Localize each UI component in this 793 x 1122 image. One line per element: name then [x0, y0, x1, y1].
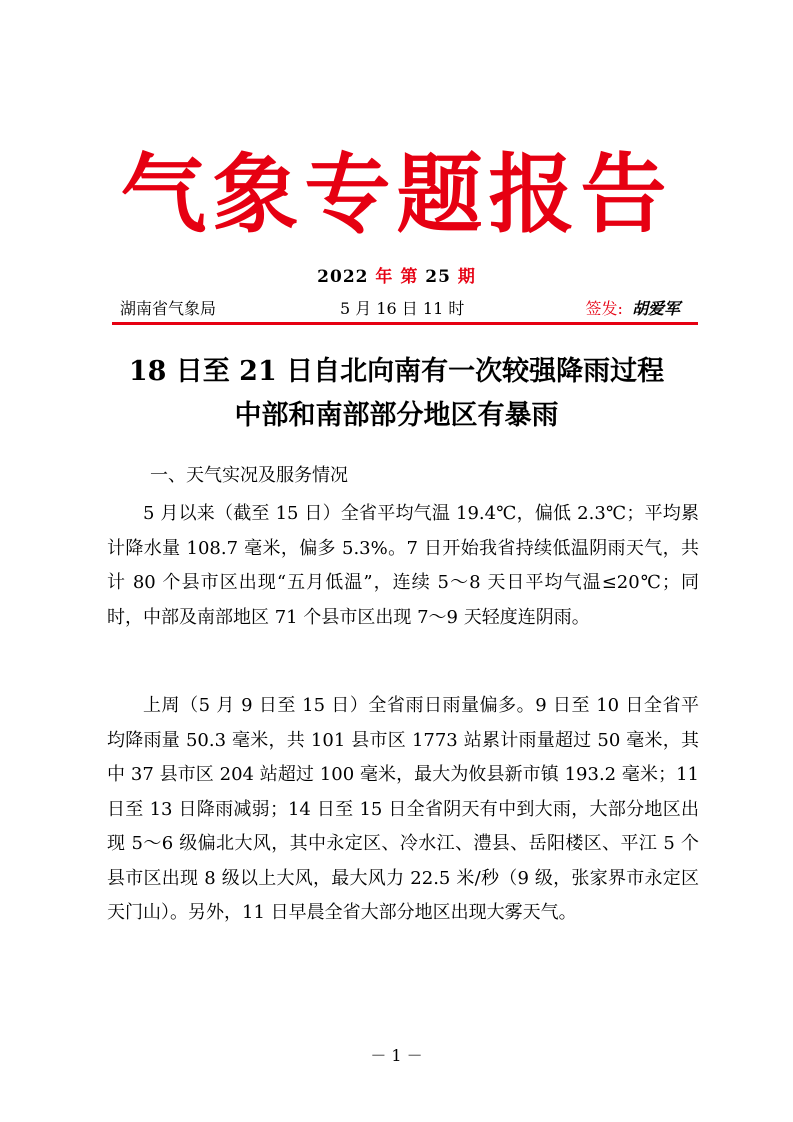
- paragraph: 5 月以来（截至 15 日）全省平均气温 19.4℃，偏低 2.3℃；平均累计降水量 108.7 毫米，偏多 5.3%。7 日开始我省持续低温阴雨天气，共计 80 个县市区出现“五月低温”，连续 5～8 天日平均气温≤20℃；同时，中部及南部地区 71 个县市区出现 7～9 天轻度连阴雨。: [107, 503, 699, 628]
- header-rule: [112, 322, 698, 325]
- page-number: － 1 －: [370, 1046, 423, 1065]
- issue-prefix: 第: [400, 267, 419, 287]
- issue-char: 期: [457, 267, 476, 287]
- meta-row: [120, 294, 680, 322]
- issuer: 湖南省气象局: [120, 299, 217, 318]
- paragraph: 上周（5 月 9 日至 15 日）全省雨日雨量偏多。9 日至 10 日全省平均降雨量 50.3 毫米，共 101 县市区 1773 站累计雨量超过 50 毫米，其中 37 县市区 204 站超过 100 毫米，最大为攸县新市镇 193.2 毫米；11 日至 13 日降雨减弱；14 日至 15 日全省阴天有中到大雨，大部分地区出现 5～6 级偏北大风，其中永定区、冷水江、澧县、岳阳楼区、平江 5 个县市区出现 8 级以上大风，最大风力 22.5 米/秒（9 级，张家界市永定区天门山）。另外，11 日早晨全省大部分地区出现大雾天气。: [107, 695, 699, 923]
- signature-block: [585, 296, 680, 319]
- headline-line-1: 18 日至 21 日自北向南有一次较强降雨过程: [128, 356, 665, 387]
- issue-year-char: 年: [375, 267, 394, 287]
- issue-number: 25: [425, 267, 451, 287]
- sign-label: 签发:: [585, 299, 623, 318]
- issue-year: 2022: [317, 267, 369, 287]
- section-title: 一、天气实况及服务情况: [150, 465, 348, 486]
- issue-line: [0, 262, 793, 287]
- signer-name: 胡爱军: [631, 299, 680, 318]
- masthead-title: 气象专题报告: [120, 144, 673, 245]
- issue-datetime: 5 月 16 日 11 时: [340, 299, 465, 318]
- headline-line-2: 中部和南部部分地区有暴雨: [234, 400, 559, 431]
